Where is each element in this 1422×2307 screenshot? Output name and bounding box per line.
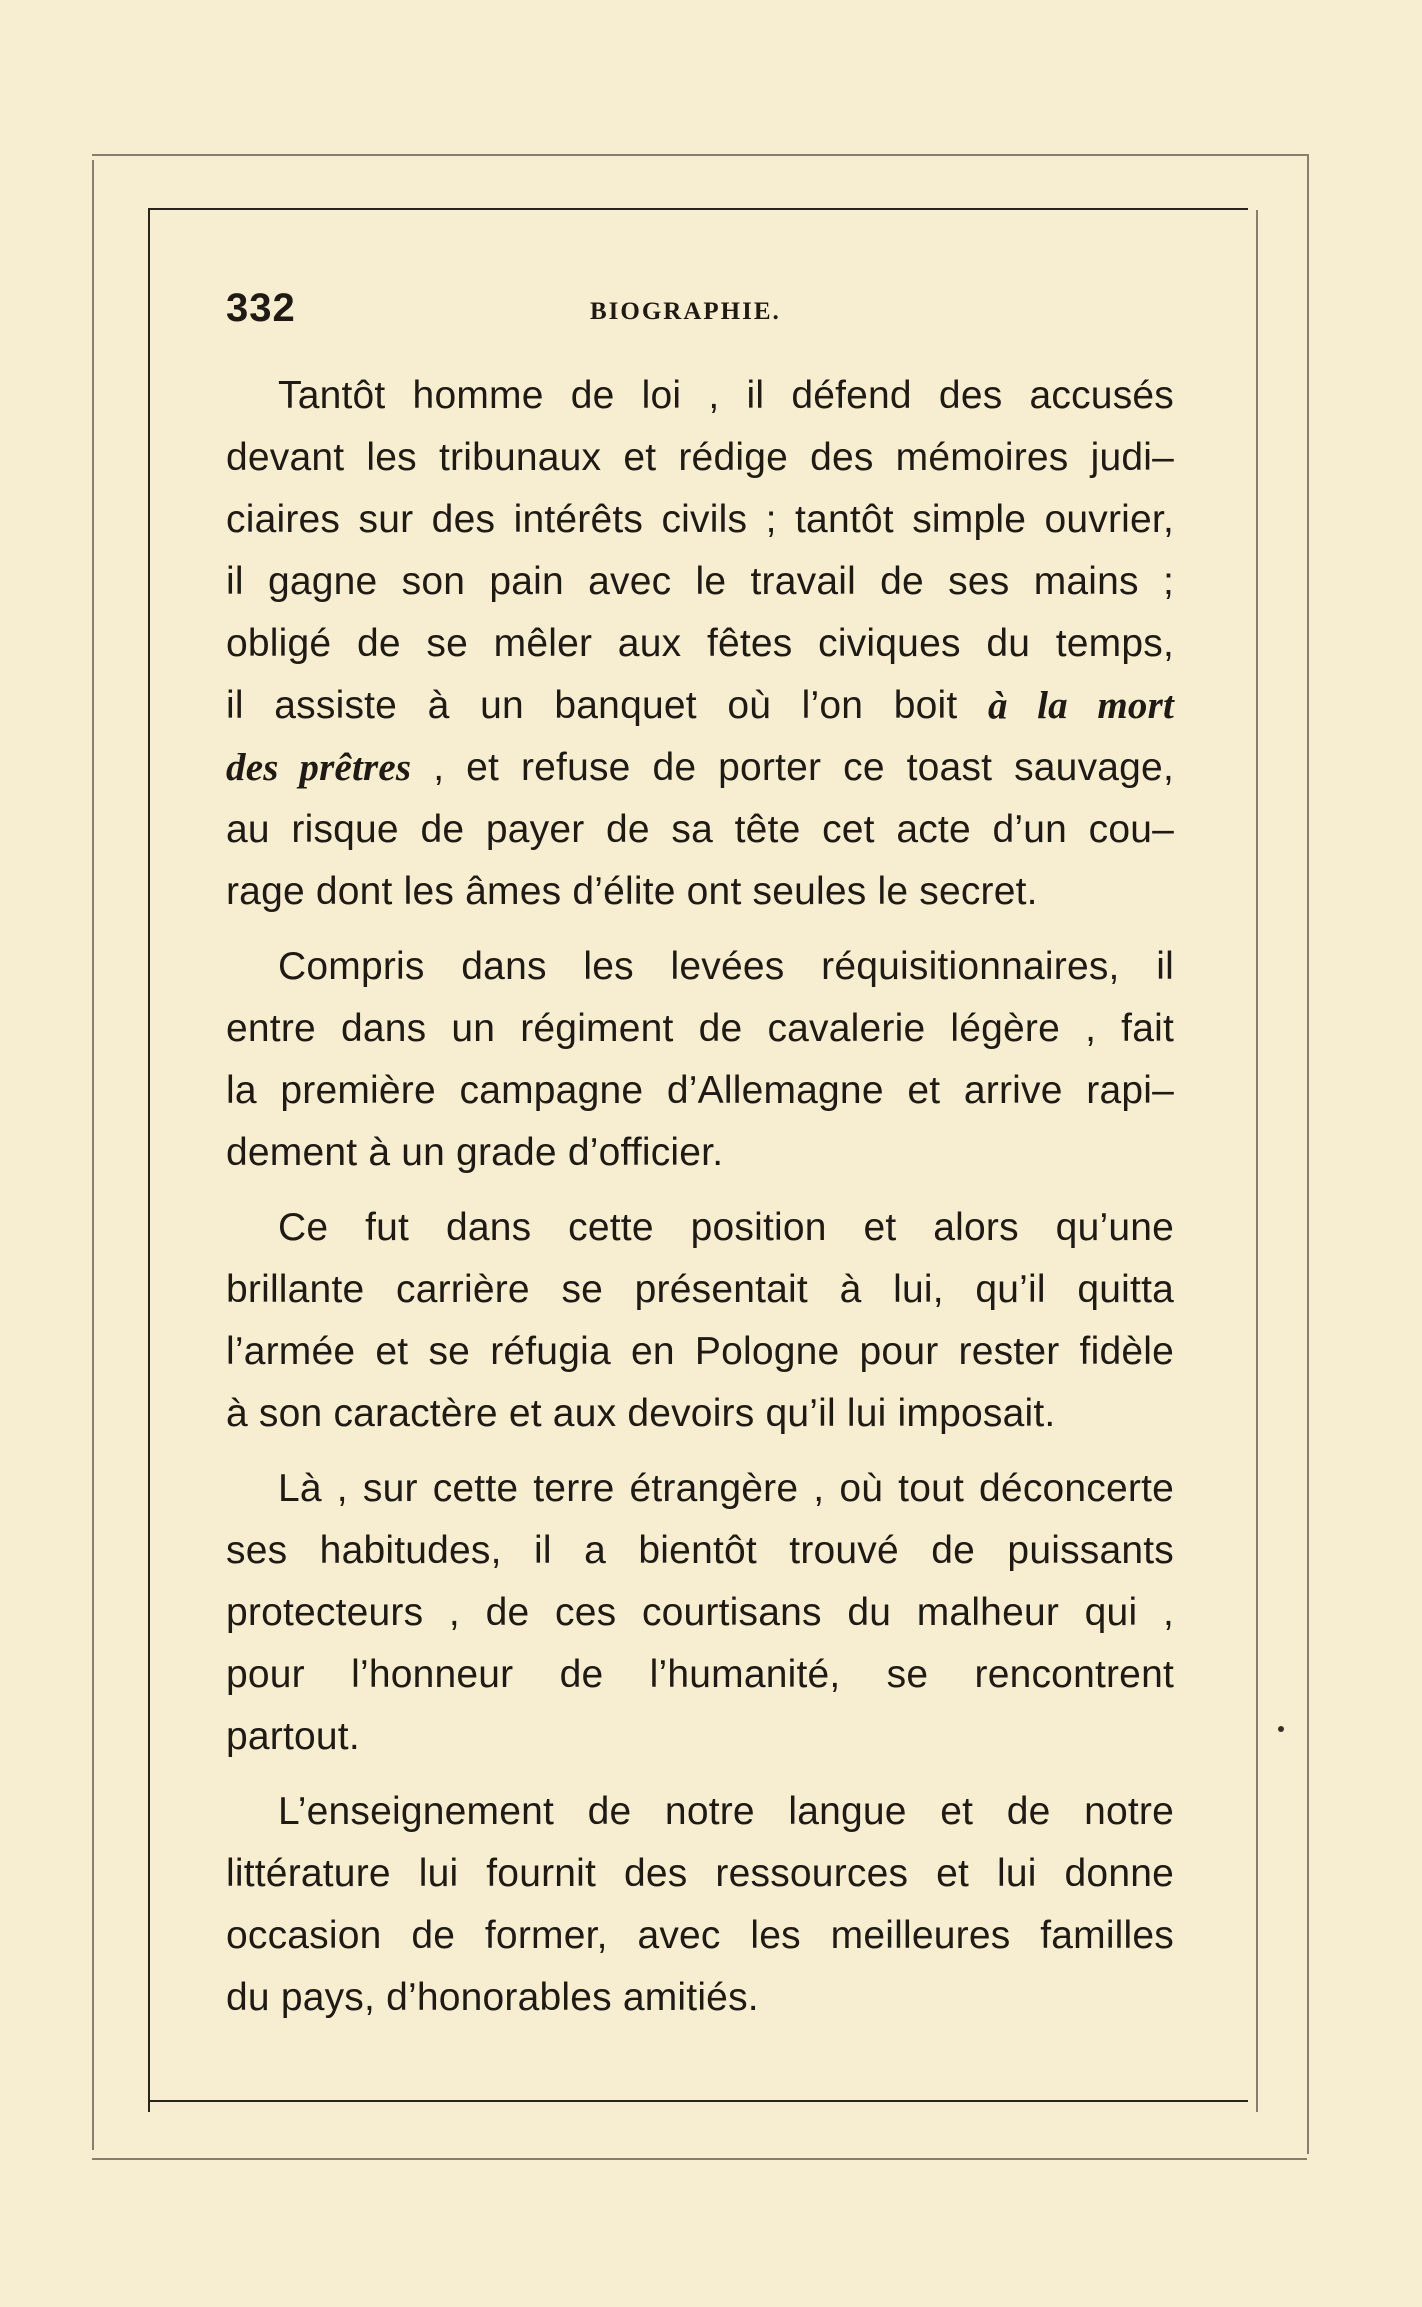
text-line: brillante carrière se présentait à lui, qu’il quitta	[226, 1268, 1174, 1311]
italic-phrase: des prêtres	[226, 746, 412, 789]
paragraph	[226, 365, 1174, 923]
page-number: 332	[226, 286, 296, 330]
inner-top-rule	[148, 208, 1248, 210]
text-line: du pays, d’honorables amitiés.	[226, 1976, 759, 2019]
page-header	[0, 286, 1422, 346]
paragraph	[226, 1197, 1174, 1445]
body-text	[226, 365, 1174, 2042]
text-line: la première campagne d’Allemagne et arrive rapi–	[226, 1069, 1174, 1112]
text-line: il gagne son pain avec le travail de ses mains ;	[226, 560, 1174, 603]
text-line: occasion de former, avec les meilleures familles	[226, 1914, 1174, 1957]
inner-left-rule	[148, 210, 150, 2112]
text-line: ses habitudes, il a bientôt trouvé de puissants	[226, 1529, 1174, 1572]
ink-speck	[1278, 1726, 1284, 1732]
text-line: littérature lui fournit des ressources et lui donne	[226, 1852, 1174, 1895]
paragraph	[226, 936, 1174, 1184]
text-line: L’enseignement de notre langue et de notre	[278, 1790, 1174, 1833]
text-line: partout.	[226, 1715, 360, 1758]
outer-left-rule	[92, 160, 94, 2150]
text-line: Là , sur cette terre étrangère , où tout déconcerte	[278, 1467, 1174, 1510]
outer-right-rule	[1307, 154, 1309, 2154]
text-line: pour l’honneur de l’humanité, se rencontrent	[226, 1653, 1174, 1696]
running-title: BIOGRAPHIE.	[590, 298, 781, 325]
outer-top-rule	[92, 154, 1307, 156]
text-line: entre dans un régiment de cavalerie légère , fait	[226, 1007, 1174, 1050]
paragraph	[226, 1781, 1174, 2029]
text-line: Tantôt homme de loi , il défend des accusés	[278, 374, 1174, 417]
text-line: Ce fut dans cette position et alors qu’une	[278, 1206, 1174, 1249]
text-line: l’armée et se réfugia en Pologne pour rester fidèle	[226, 1330, 1174, 1373]
text-line: des prêtres , et refuse de porter ce toast sauvage,	[226, 746, 1174, 789]
paragraph	[226, 1458, 1174, 1768]
text-line: au risque de payer de sa tête cet acte d’un cou–	[226, 808, 1174, 851]
inner-right-rule	[1256, 210, 1258, 2112]
italic-phrase: à la mort	[987, 684, 1174, 727]
text-line: obligé de se mêler aux fêtes civiques du temps,	[226, 622, 1174, 665]
text-line: rage dont les âmes d’élite ont seules le secret.	[226, 870, 1038, 913]
text-line: devant les tribunaux et rédige des mémoires judi–	[226, 436, 1174, 479]
text-line: protecteurs , de ces courtisans du malheur qui ,	[226, 1591, 1174, 1634]
text-line: ciaires sur des intérêts civils ; tantôt simple ouvrier,	[226, 498, 1174, 541]
text-line: à son caractère et aux devoirs qu’il lui imposait.	[226, 1392, 1056, 1435]
text-line: dement à un grade d’officier.	[226, 1131, 724, 1174]
text-line: il assiste à un banquet où l’on boit à la mort	[226, 684, 1174, 727]
outer-bottom-rule	[92, 2158, 1307, 2160]
inner-bottom-rule	[148, 2100, 1248, 2102]
text-line: Compris dans les levées réquisitionnaires, il	[278, 945, 1174, 988]
